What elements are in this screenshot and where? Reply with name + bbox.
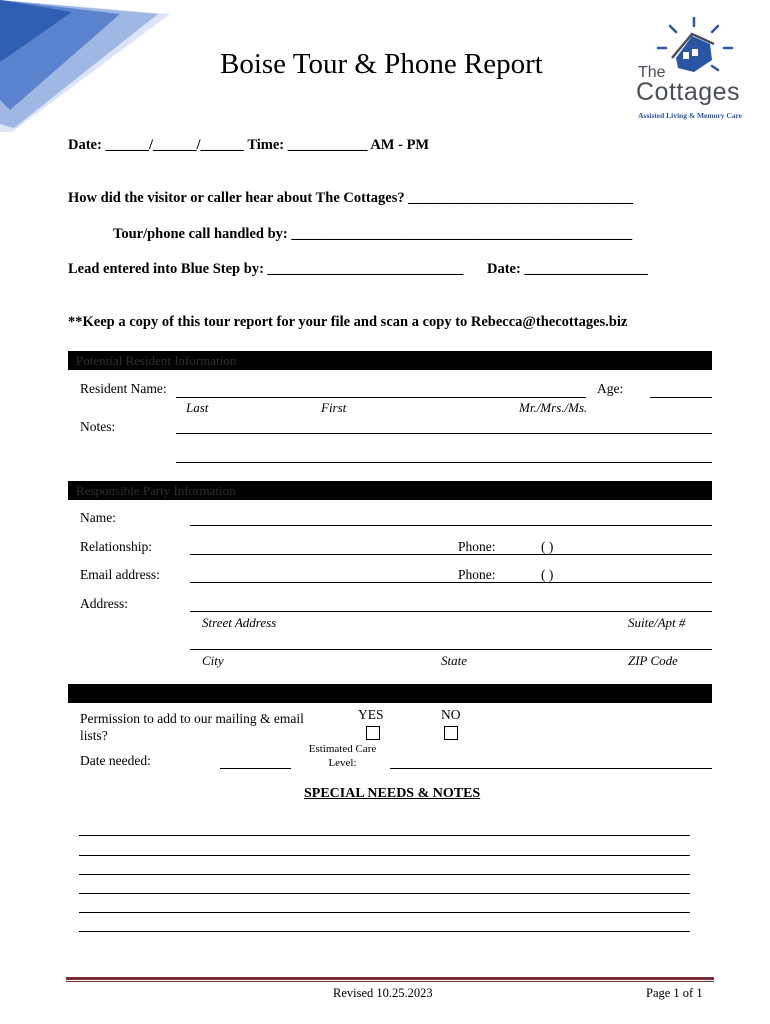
resident-name-input[interactable]: [176, 397, 586, 398]
city-hint: City: [202, 653, 224, 668]
email-label: Email address:: [80, 567, 160, 582]
age-label: Age:: [597, 381, 624, 396]
logo-tagline: Assisted Living & Memory Care: [638, 111, 743, 120]
special-needs-line-6[interactable]: [79, 931, 690, 932]
hear-about-field[interactable]: How did the visitor or caller hear about The Cottages? _______________________________: [68, 190, 633, 206]
special-needs-line-2[interactable]: [79, 855, 690, 856]
date-needed-input[interactable]: [220, 768, 291, 769]
street-address-input[interactable]: [190, 611, 712, 612]
age-input[interactable]: [650, 397, 712, 398]
permission-label: Permission to add to our mailing & email lists?: [80, 711, 304, 743]
phone2-label: Phone:: [458, 567, 496, 582]
name-label: Name:: [80, 510, 116, 525]
lead-date-field[interactable]: Date: _________________: [487, 261, 648, 277]
yes-checkbox[interactable]: [366, 726, 380, 740]
street-hint: Street Address: [202, 615, 277, 630]
revised-date: Revised 10.25.2023: [333, 986, 433, 1000]
special-needs-line-3[interactable]: [79, 874, 690, 875]
page-title: Boise Tour & Phone Report: [220, 48, 543, 80]
page-number: Page 1 of 1: [646, 986, 703, 1000]
lead-entered-field[interactable]: Lead entered into Blue Step by: ___________________________: [68, 261, 464, 277]
city-state-zip-input[interactable]: [190, 649, 712, 650]
footer-rule: [66, 977, 714, 980]
cottages-logo: [632, 14, 762, 126]
section-header-responsible: Responsible Party Information: [68, 481, 712, 500]
suite-hint: Suite/Apt #: [628, 615, 686, 630]
date-time-field[interactable]: Date: ______/______/______ Time: ___________ AM - PM: [68, 137, 430, 153]
care-level-label: Estimated Care Level:: [308, 743, 377, 769]
state-hint: State: [441, 653, 467, 668]
relationship-label: Relationship:: [80, 539, 152, 554]
logo-cottages: Cottages: [636, 78, 741, 106]
notes-input-line-1[interactable]: [176, 433, 712, 434]
resident-name-label: Resident Name:: [80, 381, 167, 396]
phone-label: Phone:: [458, 539, 496, 554]
special-needs-title: SPECIAL NEEDS & NOTES: [304, 786, 481, 801]
name-input[interactable]: [190, 525, 712, 526]
footer-rule-thin: [66, 981, 714, 982]
section-header-preferences: [68, 684, 712, 703]
address-label: Address:: [80, 596, 128, 611]
no-label: NO: [441, 707, 461, 722]
no-checkbox[interactable]: [444, 726, 458, 740]
zip-hint: ZIP Code: [628, 653, 678, 668]
care-level-input[interactable]: [390, 768, 712, 769]
corner-decoration: [0, 0, 170, 135]
keep-copy-note: **Keep a copy of this tour report for your file and scan a copy to Rebecca@thecottages.biz: [68, 314, 628, 330]
phone2-paren: ( ): [541, 567, 554, 582]
notes-label: Notes:: [80, 419, 116, 434]
email-input[interactable]: [190, 582, 712, 583]
handled-by-field[interactable]: Tour/phone call handled by: _______________________________________________: [113, 226, 633, 242]
first-hint: First: [321, 400, 347, 415]
logo-the: The: [638, 64, 666, 81]
title-hint: Mr./Mrs./Ms.: [519, 400, 588, 415]
special-needs-line-1[interactable]: [79, 835, 690, 836]
date-needed-label: Date needed:: [80, 753, 151, 768]
special-needs-line-4[interactable]: [79, 893, 690, 894]
relationship-input[interactable]: [190, 554, 712, 555]
notes-input-line-2[interactable]: [176, 462, 712, 463]
section-header-resident: Potential Resident Information: [68, 351, 712, 370]
phone-paren: ( ): [541, 539, 554, 554]
last-hint: Last: [186, 400, 209, 415]
yes-label: YES: [358, 707, 384, 722]
special-needs-line-5[interactable]: [79, 912, 690, 913]
